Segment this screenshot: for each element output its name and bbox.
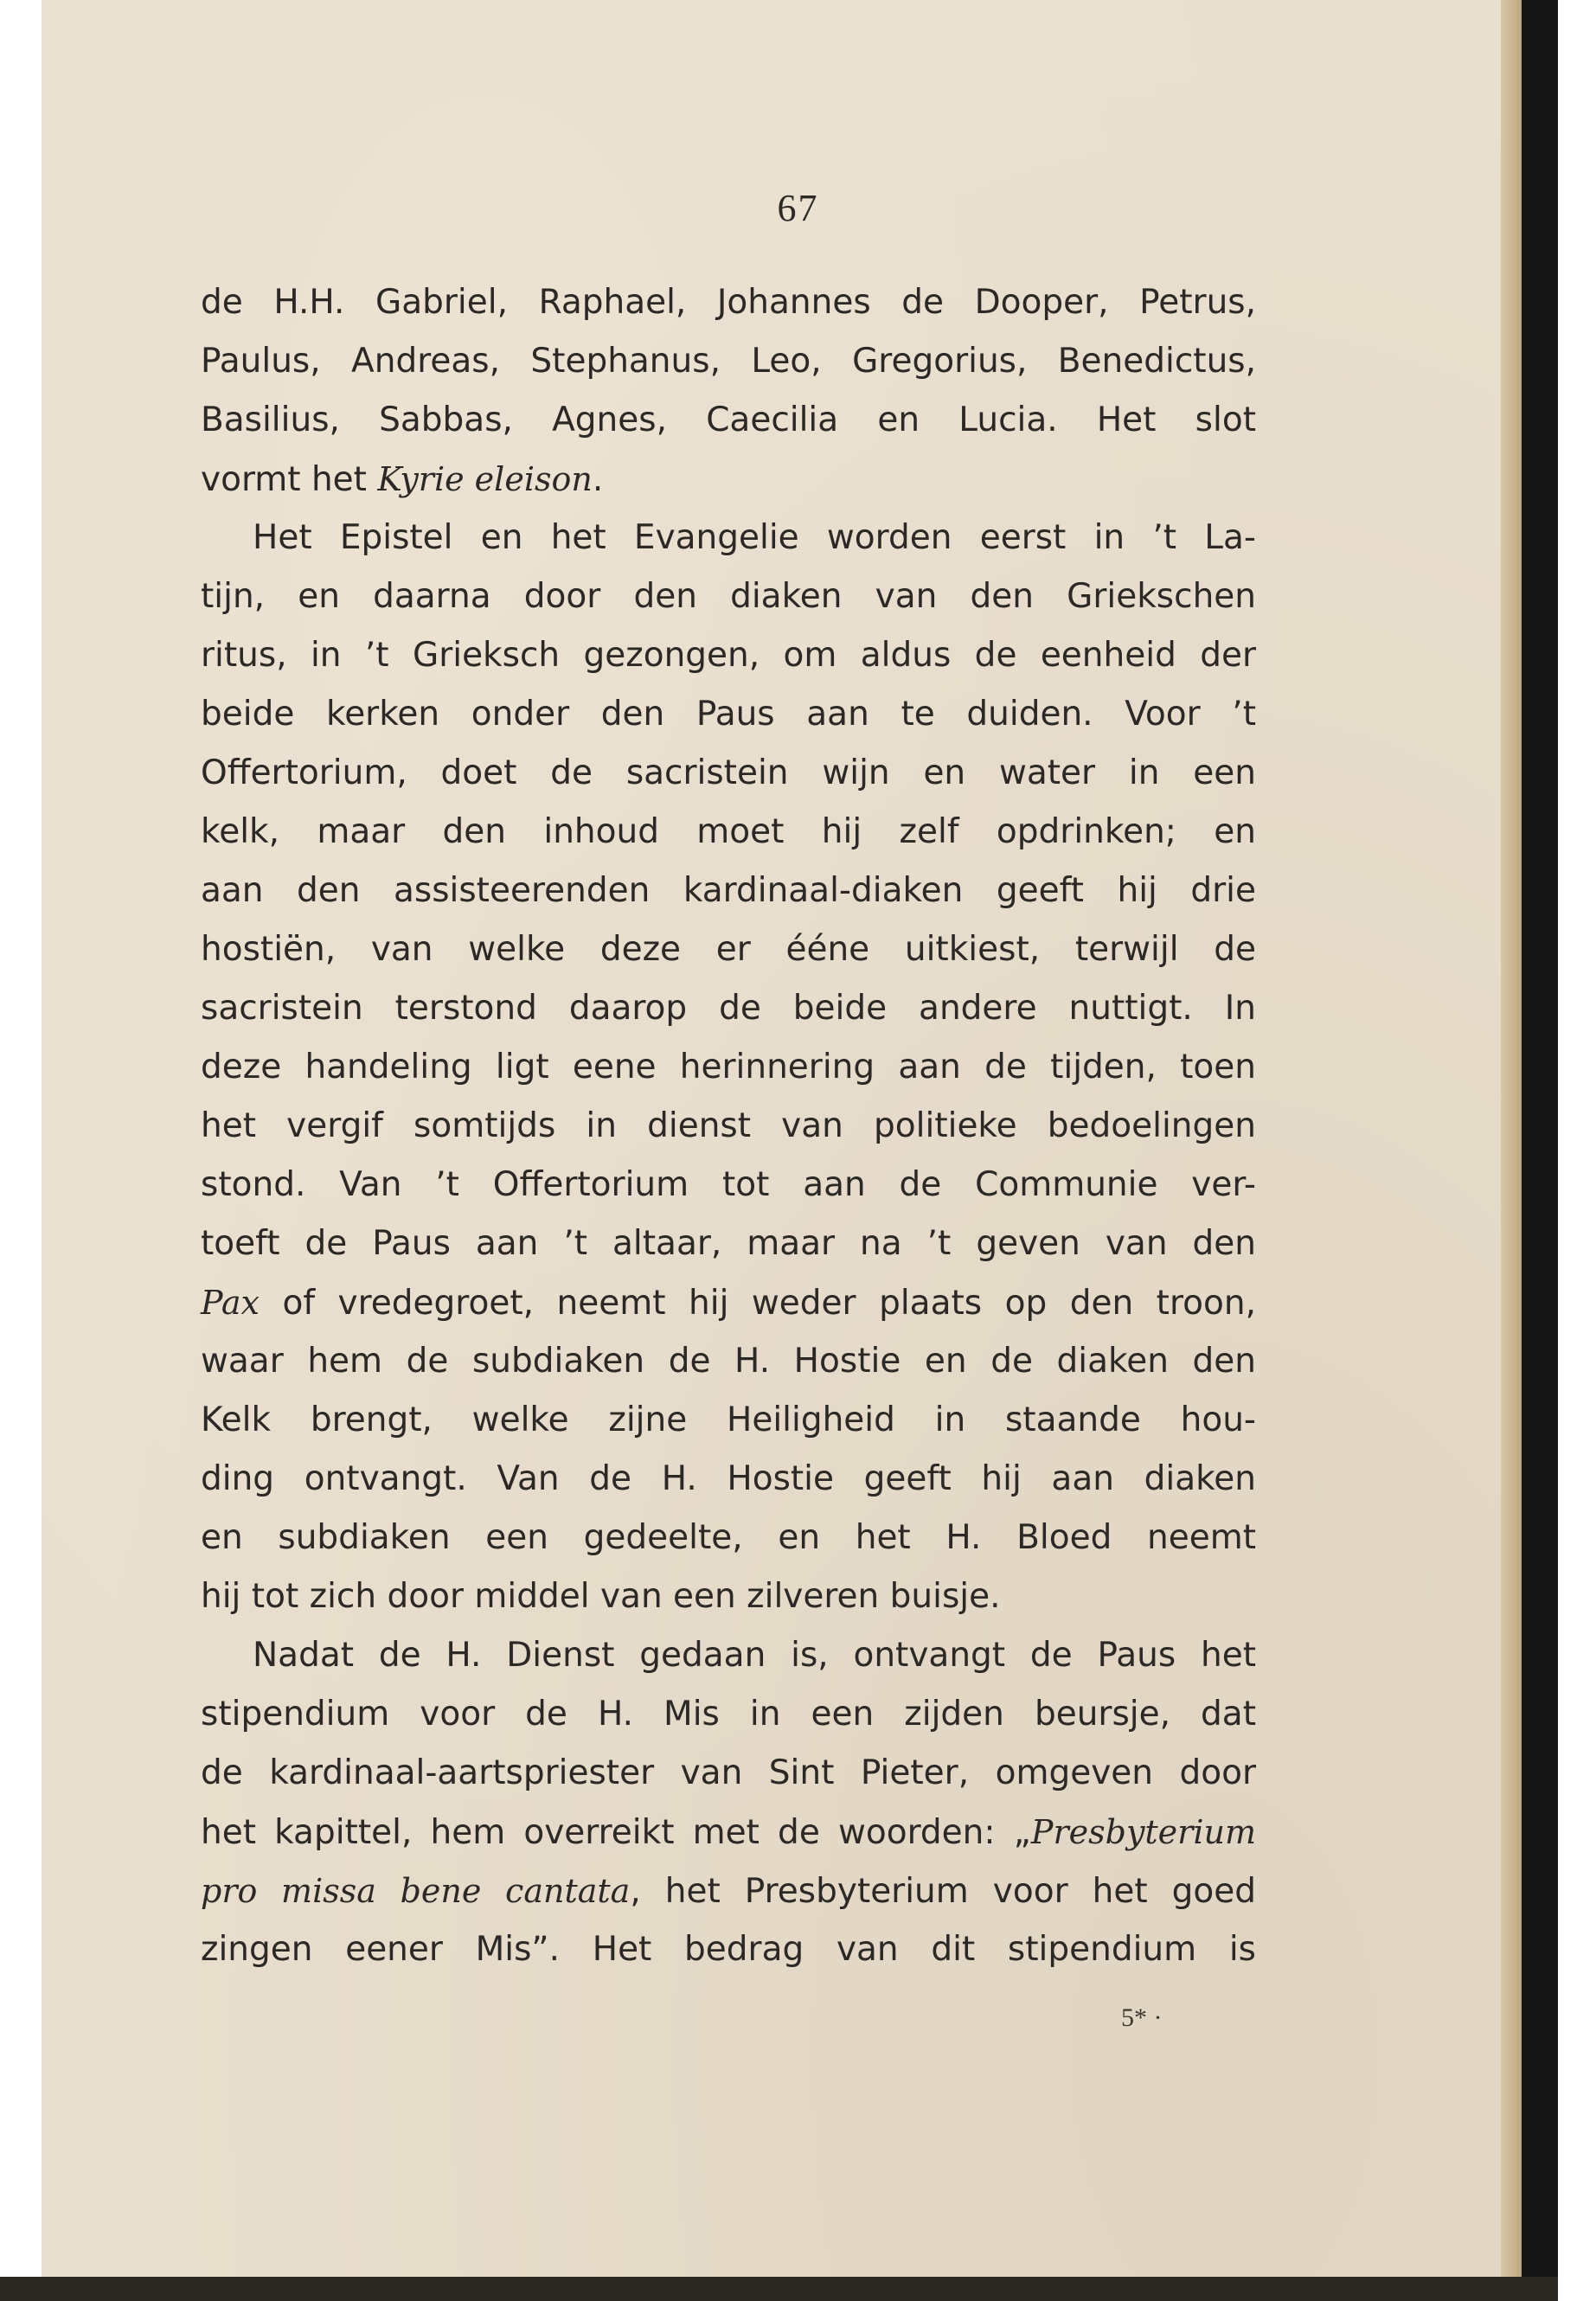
text-line: de H.H. Gabriel, Raphael, Johannes de Dooper, Petrus, [201,283,1256,322]
text-line: en subdiaken een gedeelte, en het H. Bloed neemt [201,1518,1256,1557]
italic-phrase: Presbyterium [1030,1813,1256,1851]
text-line: aan den assisteerenden kardinaal-diaken geeft hij drie [201,871,1256,910]
text-line: ritus, in ’t Grieksch gezongen, om aldus de eenheid der [201,636,1256,675]
page-number: 67 [777,187,819,229]
text-line: het kapittel, hem overreikt met de woorden: „Presbyterium [201,1813,1256,1852]
signature-mark: 5* · [1121,2003,1163,2032]
text-line: Kelk brengt, welke zijne Heiligheid in staande hou- [201,1400,1256,1439]
text-line: sacristein terstond daarop de beide andere nuttigt. In [201,989,1256,1028]
text-line: het vergif somtijds in dienst van politieke bedoelingen [201,1106,1256,1145]
text-line: kelk, maar den inhoud moet hij zelf opdrinken; en [201,812,1256,851]
text-line: hostiën, van welke deze er ééne uitkiest, terwijl de [201,930,1256,969]
paragraph-start-line: Nadat de H. Dienst gedaan is, ontvangt de Paus het [253,1636,1256,1675]
paragraph-start-line: Het Epistel en het Evangelie worden eerst in ’t La- [253,518,1256,557]
scan-bottom-edge [0,2277,1558,2301]
text-line: ding ontvangt. Van de H. Hostie geeft hij aan diaken [201,1459,1256,1498]
body-text [201,273,1256,1979]
text-line: tijn, en daarna door den diaken van den Griekschen [201,577,1256,616]
page-edge [1501,0,1522,2288]
text-line: de kardinaal-aartspriester van Sint Pieter, omgeven door [201,1753,1256,1792]
text-line: stond. Van ’t Offertorium tot aan de Communie ver- [201,1165,1256,1204]
text-line: deze handeling ligt eene herinnering aan de tijden, toen [201,1048,1256,1086]
text-line: toeft de Paus aan ’t altaar, maar na ’t geven van den [201,1224,1256,1263]
text-line: waar hem de subdiaken de H. Hostie en de diaken den [201,1342,1256,1381]
italic-phrase: Pax [201,1284,260,1322]
text-line: vormt het Kyrie eleison. [201,460,604,499]
text-line: stipendium voor de H. Mis in een zijden beursje, dat [201,1695,1256,1734]
text-line: Basilius, Sabbas, Agnes, Caecilia en Lucia. Het slot [201,401,1256,439]
italic-phrase: pro missa bene cantata [201,1872,631,1910]
text-line: Offertorium, doet de sacristein wijn en water in een [201,753,1256,792]
book-binding [1522,0,1558,2301]
text-line: hij tot zich door middel van een zilveren buisje. [201,1577,1001,1616]
italic-phrase: Kyrie eleison [377,460,593,498]
text-line: pro missa bene cantata, het Presbyterium voor het goed [201,1872,1256,1911]
text-line: zingen eener Mis”. Het bedrag van dit stipendium is [201,1930,1256,1969]
text-line: Paulus, Andreas, Stephanus, Leo, Gregorius, Benedictus, [201,342,1256,381]
text-line: Pax of vredegroet, neemt hij weder plaats op den troon, [201,1284,1256,1323]
text-line: beide kerken onder den Paus aan te duiden. Voor ’t [201,695,1256,734]
